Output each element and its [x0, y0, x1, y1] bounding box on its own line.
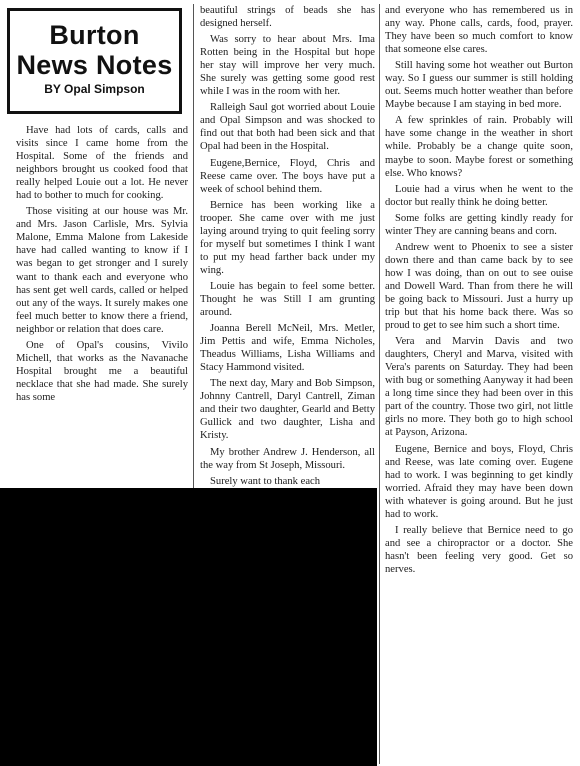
headline-title-line2: News Notes [16, 50, 173, 80]
article-column-2 [200, 4, 375, 570]
paragraph: Those visiting at our house was Mr. and Mrs. Jason Carlisle, Mrs. Sylvia Malone, Emma Malone from Lakeside have had called wanting to know if I was began to get stronger and I surely want to thank each and everyone who has sent get well cards, called or helped out any of the ways. It surely makes one feel much better to know there a friend, neighbor or relation that does care. [16, 206, 188, 335]
paragraph: Was sorry to hear about Mrs. Ima Rotten being in the Hospital but hope her stay will improve her very much. She surely was getting some good rest while I was in the room with her. [200, 34, 375, 98]
paragraph: Bernice has been working like a trooper. She came over with me just laying around trying to quit feeling sorry for myself but sometimes I think I want to put my head farther back under my wing. [200, 199, 375, 276]
paragraph: Still having some hot weather out Burton way. So I guess our summer is still holding out. Seems much hotter weather than before Maybe because I am staying in bed more. [385, 60, 573, 111]
paragraph: beautiful strings of beads she has designed herself. [200, 5, 375, 30]
paragraph: Vera and Marvin Davis and two daughters, Cheryl and Marva, visited with Vera's parents on Saturday. They had been with bug or something Aanyway it had been a long time since they had been over in this part of the country. Those two girl, not little girls no more. They both go to high school at Payson, Arizona. [385, 336, 573, 439]
scan-blackout-region [186, 570, 192, 766]
paragraph: Some folks are getting kindly ready for winter They are canning beans and corn. [385, 212, 573, 237]
article-column-3 [385, 4, 573, 764]
paragraph: and everyone who has remembered us in any way. Phone calls, cards, food, prayer. They have been so much comfort to know that someone else cares. [385, 5, 573, 56]
paragraph: Louie had a virus when he went to the doctor but really think he doing better. [385, 183, 573, 208]
paragraph: Joanna Berell McNeil, Mrs. Metler, Jim Pettis and wife, Emma Nicholes, Theadus Williams, Lisha Williams and Stacy Hammond visited. [200, 323, 375, 374]
paragraph: Surely want to thank each [210, 475, 321, 487]
article-column-1 [16, 124, 188, 474]
paragraph: Andrew went to Phoenix to see a sister down there and than came back by to see how I was doing, than on out to see ouise and Dowell Ward. Than from there he will be going back to Missouri. Just a hurry up trip but that his home back there. Was so proud to get to see him such a short time. [385, 241, 573, 332]
headline-title [10, 20, 179, 80]
paragraph: Louie has begain to feel some better. Thought he was Still I am grunting around. [200, 280, 375, 319]
paragraph: My brother Andrew J. Henderson, all the way from St Joseph, Missouri. [200, 446, 375, 471]
paragraph: The next day, Mary and Bob Simpson, Johnny Cantrell, Daryl Cantrell, Ziman and their two daughter, Gearld and Betty Gullick and two daughter, Lisha and Kristy. [200, 378, 375, 442]
headline-title-line1: Burton [49, 20, 140, 50]
paragraph: Ralleigh Saul got worried about Louie and Opal Simpson and was shocked to find out that both had been sick and that Opal had been in the Hospital. [200, 102, 375, 153]
paragraph: Have had lots of cards, calls and visits since I came home from the Hospital. Some of the friends and neighbors brought us cooked food that really helped Louie out a lot. He never had to bother to much for cooking. [16, 125, 188, 202]
paragraph: A few sprinkles of rain. Probably will have some change in the weather in short while. Probably be a change quite soon, maybe to soon. Maybe forest or something else. Who knows? [385, 115, 573, 179]
paragraph: One of Opal's cousins, Vivilo Michell, that works as the Navanache Hospital brought me a beautiful necklace that she had made. She surely has some [16, 339, 188, 403]
paragraph: Eugene, Bernice and boys, Floyd, Chris and Reese, was late coming over. Eugene had to work. I was beginning to get kindly worried. Afraid they may have been down with whatever is going around. But he just had to work. [385, 443, 573, 520]
paragraph: Eugene,Bernice, Floyd, Chris and Reese came over. The boys have put a week of school behind them. [200, 157, 375, 195]
headline-box [7, 8, 182, 114]
paragraph: I really believe that Bernice need to go and see a chiropractor or a doctor. She hasn't been feeling very good. Get so nerves. [385, 524, 573, 575]
column-rule [379, 4, 380, 764]
byline: BY Opal Simpson [44, 82, 145, 96]
